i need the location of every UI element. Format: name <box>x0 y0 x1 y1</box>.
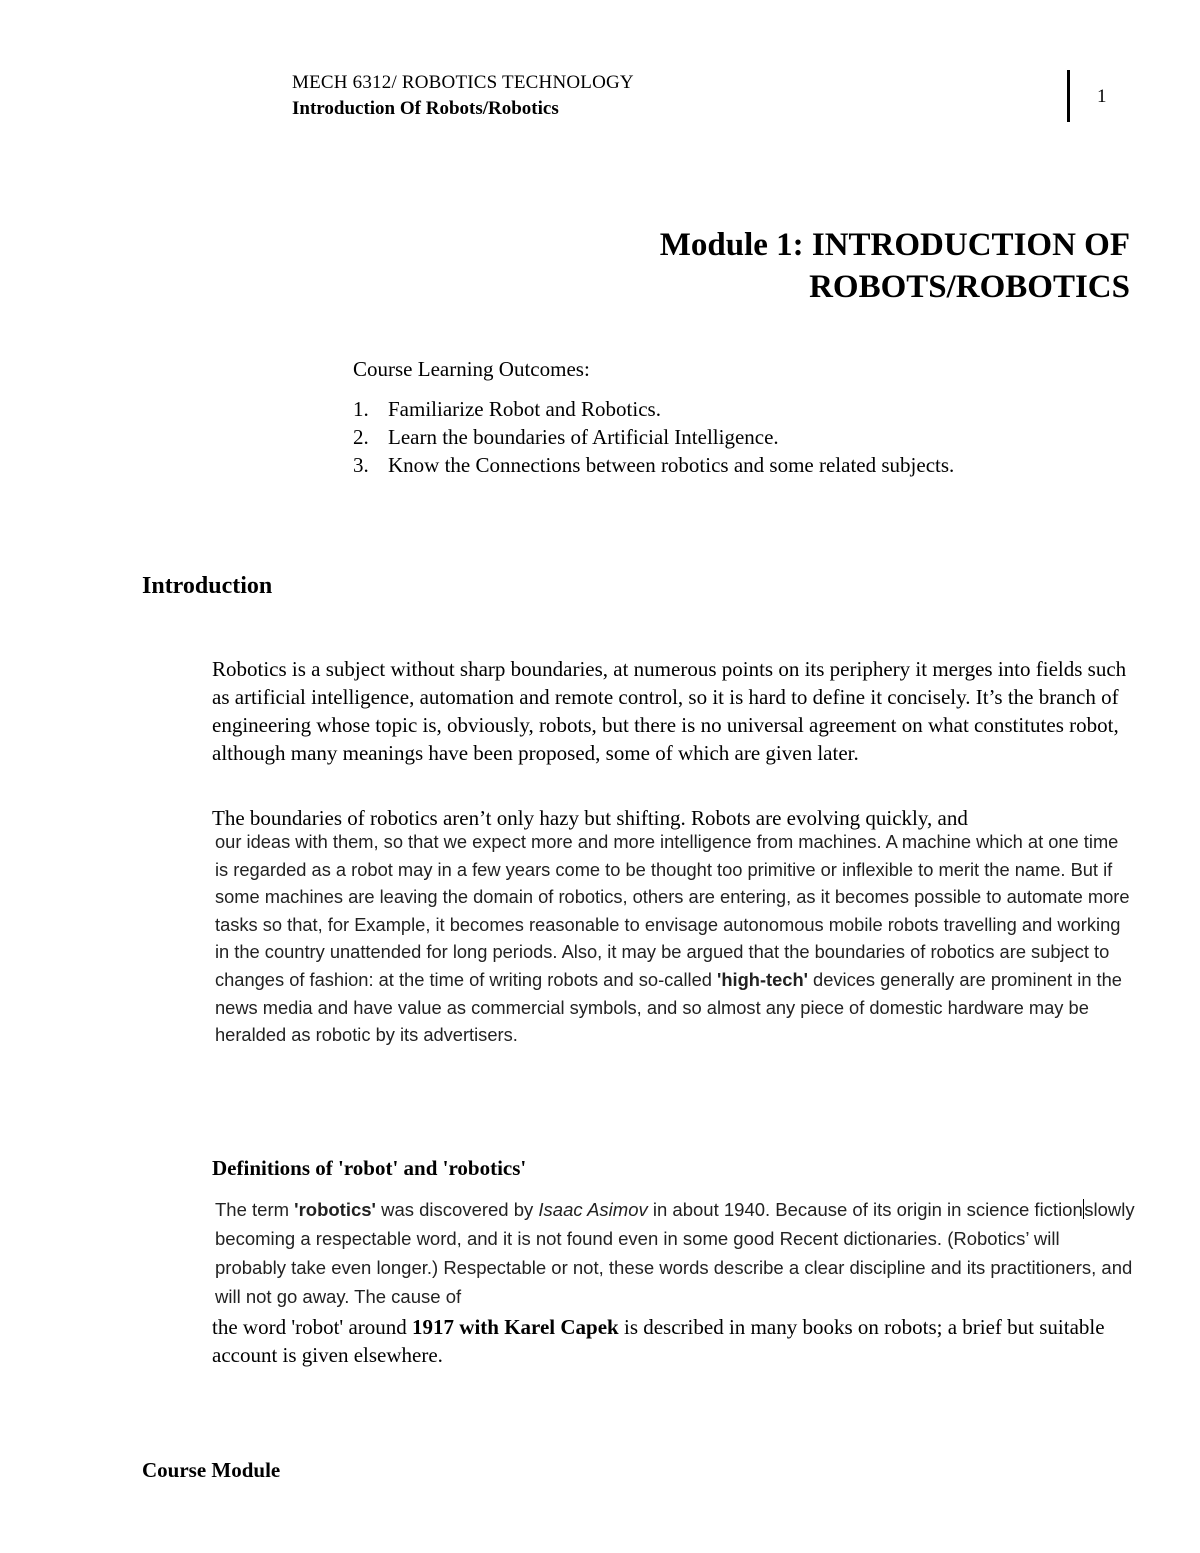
outcome-item <box>353 395 954 423</box>
robotics-term: 'robotics' <box>294 1199 376 1220</box>
high-tech-term: 'high-tech' <box>717 968 808 990</box>
outcome-item <box>353 423 954 451</box>
module-title <box>430 224 1130 308</box>
definitions-end-start: the word 'robot' around <box>212 1315 413 1339</box>
introduction-heading: Introduction <box>142 573 273 599</box>
outcome-text: Familiarize Robot and Robotics. <box>388 397 661 421</box>
outcome-text: Learn the boundaries of Artificial Intelligence. <box>388 425 779 449</box>
definitions-text-mid: was discovered by <box>375 1199 539 1220</box>
definitions-paragraph-end <box>212 1313 1132 1369</box>
definitions-paragraph-body <box>215 1195 1135 1311</box>
introduction-paragraph-1: Robotics is a subject without sharp boundaries, at numerous points on its periphery it merges into fields such as artificial intelligence, automation and remote control, so it is hard to define it concisely. It’s the branch of engineering whose topic is, obviously, robots, but there is no universal agreement on what constitutes robot, although many meanings have been proposed, some of which are given later. <box>212 657 1127 765</box>
outcome-item <box>353 451 954 479</box>
definitions-text-after-author: in about 1940. Because of its origin in science fiction <box>647 1199 1083 1220</box>
module-title-line-2: ROBOTS/ROBOTICS <box>809 269 1130 305</box>
introduction-paragraph-2-lead: The boundaries of robotics aren’t only hazy but shifting. Robots are evolving quickly, and <box>212 806 968 830</box>
course-code-header: MECH 6312/ ROBOTICS TECHNOLOGY <box>292 72 634 93</box>
outcomes-heading: Course Learning Outcomes: <box>353 357 590 381</box>
paragraph-2-text-after: devices generally are prominent in the news media and have value as commercial symbols, and so almost any piece of domestic hardware may be heralded as robotic by its advertisers. <box>215 968 1122 1046</box>
definitions-text-rest: slowly becoming a respectable word, and it is not found even in some good Recent dictionaries. (Robotics’ will probably take even longer.) Respectable or not, these words describe a clear discipline and its practitioners, and will not go away. The cause of <box>215 1199 1135 1307</box>
outcome-number: 2. <box>353 425 369 449</box>
definitions-end-rest: is described in many books on robots; a brief but suitable account is given elsewhere. <box>212 1315 1105 1367</box>
course-module-footer: Course Module <box>142 1458 281 1482</box>
capek-reference: 1917 with Karel Capek <box>412 1315 619 1339</box>
outcome-text: Know the Connections between robotics and some related subjects. <box>388 453 955 477</box>
course-subtitle-header: Introduction Of Robots/Robotics <box>292 98 559 119</box>
header-divider <box>1067 70 1070 122</box>
module-title-line-1: Module 1: INTRODUCTION OF <box>659 227 1130 263</box>
outcome-number: 1. <box>353 397 369 421</box>
definitions-text-start: The term <box>215 1199 295 1220</box>
paragraph-2-text-before: our ideas with them, so that we expect more and more intelligence from machines. A machine which at one time is regarded as a robot may in a few years come to be thought too primitive or inflexible to merit the name. But if some machines are leaving the domain of robotics, others are entering, as it becomes possible to automate more tasks so that, for Example, it becomes reasonable to envisage autonomous mobile robots travelling and working in the country unattended for long periods. Also, it may be argued that the boundaries of robotics are subject to changes of fashion: at the time of writing robots and so-called <box>215 831 1130 990</box>
page-number: 1 <box>1097 86 1107 107</box>
definitions-heading: Definitions of 'robot' and 'robotics' <box>212 1156 527 1180</box>
outcomes-list <box>353 395 954 479</box>
outcome-number: 3. <box>353 453 369 477</box>
introduction-paragraph-2-body <box>215 828 1135 1049</box>
author-name: Isaac Asimov <box>538 1199 648 1220</box>
